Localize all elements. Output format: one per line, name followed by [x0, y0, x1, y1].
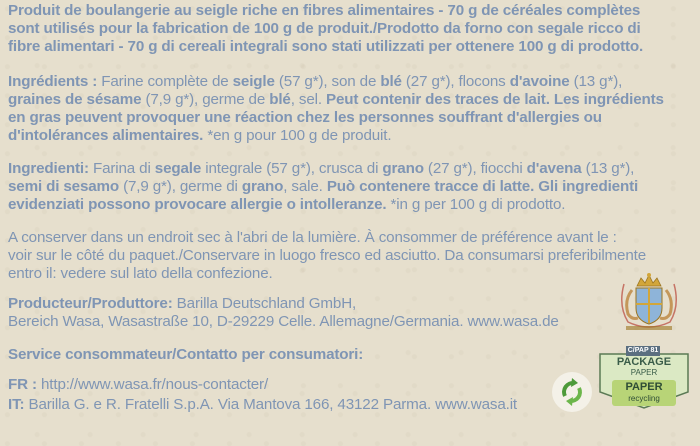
storage-line-1: A conserver dans un endroit sec à l'abri de la lumière. À consommer de préférence avant le :: [8, 229, 617, 246]
fr-ing-line-2: [8, 91, 664, 109]
intro-line-1: Produit de boulangerie au seigle riche en fibres alimentaires - 70 g de céréales complètes: [8, 2, 641, 19]
product-description: [8, 2, 643, 56]
storage-info: [8, 229, 646, 283]
it-text: (27 g*), fiocchi: [423, 160, 527, 177]
fr-ing-label: Ingrédients :: [8, 73, 98, 90]
fr-text: (7,9 g*), germe de: [141, 91, 270, 108]
recycling-arrows-icon: [552, 372, 592, 412]
storage-line-3: entro il: vedere sul lato della confezione.: [8, 265, 273, 282]
it-allergy-warning: Può contenere tracce di latte. Gli ingredienti: [326, 178, 639, 195]
intro-line-2: sont utilisés pour la fabrication de 100 g de produit./Prodotto da forno con segale ricco di: [8, 20, 641, 37]
package-code: C/PAP 81: [627, 347, 659, 354]
fr-ing-line-1: [8, 73, 664, 91]
link-it-line: [8, 396, 517, 414]
fr-allergy-warning-end: d'intolérances alimentaires.: [8, 127, 204, 144]
fr-label: FR :: [8, 376, 37, 393]
package-title: PACKAGE: [616, 356, 672, 368]
producer-line-2: Bereich Wasa, Wasastraße 10, D-29229 Celle. Allemagne/Germania. www.wasa.de: [8, 313, 559, 330]
allergen-sesamo: semi di sesamo: [8, 178, 120, 195]
package-subtitle: PAPER: [630, 368, 658, 377]
allergen-sesame: graines de sésame: [8, 91, 142, 108]
it-allergy-warning-end: evidenziati possono provocare allergie o intolleranze.: [8, 196, 387, 213]
contact-links: [8, 376, 517, 414]
it-ing-label: Ingredienti:: [8, 160, 89, 177]
it-per-100g-note: *in g per 100 g di prodotto.: [386, 196, 566, 213]
allergen-avoine: d'avoine: [509, 73, 570, 90]
allergen-segale: segale: [154, 160, 202, 177]
it-ing-line-1: [8, 160, 638, 178]
it-text: Farina di: [88, 160, 155, 177]
recycling-circle: [552, 372, 592, 412]
fr-contact-url: http://www.wasa.fr/nous-contacter/: [36, 376, 269, 393]
ingredients-it: [8, 160, 638, 214]
link-fr-line: [8, 376, 517, 394]
fr-text: (27 g*), flocons: [401, 73, 510, 90]
fr-ing-line-4: [8, 127, 664, 145]
it-contact-text: Barilla G. e R. Fratelli S.p.A. Via Mantova 166, 43122 Parma. www.wasa.it: [24, 396, 517, 413]
allergen-seigle: seigle: [232, 73, 275, 90]
fr-text: , sel.: [290, 91, 322, 108]
allergen-ble: blé: [380, 73, 402, 90]
it-ing-line-3: [8, 196, 638, 214]
allergen-avena: d'avena: [526, 160, 582, 177]
fr-text: (13 g*),: [569, 73, 623, 90]
it-text: integrale (57 g*), crusca di: [201, 160, 383, 177]
fr-allergy-warning: Peut contenir des traces de lait. Les ingrédients: [321, 91, 664, 108]
ingredients-fr: [8, 73, 664, 145]
fr-ing-line-3: en gras peuvent provoquer une réaction chez les personnes souffrant d'allergies ou: [8, 109, 602, 126]
producer-label: Producteur/Produttore:: [8, 295, 173, 312]
storage-line-2: voir sur le côté du paquet./Conservare in luogo fresco ed asciutto. Da consumarsi preferibilmente: [8, 247, 647, 264]
it-text: , sale.: [283, 178, 327, 195]
fr-per-100g-note: *en g pour 100 g de produit.: [203, 127, 392, 144]
producer-info: [8, 295, 559, 331]
recycling-label: recycling: [628, 394, 660, 403]
fr-text: (57 g*), son de: [274, 73, 381, 90]
allergen-ble: blé: [269, 91, 291, 108]
fr-text: Farine complète de: [97, 73, 233, 90]
it-ing-line-2: [8, 178, 638, 196]
intro-line-3: fibre alimentari - 70 g di cereali integrali sono stati utilizzati per ottenere 100 g di prodotto.: [8, 38, 644, 55]
it-text: (13 g*),: [581, 160, 635, 177]
producer-name: Barilla Deutschland GmbH,: [172, 295, 357, 312]
allergen-grano: grano: [382, 160, 424, 177]
producer-line-1: [8, 295, 559, 313]
consumer-service-heading: Service consommateur/Contatto per consumatori:: [8, 346, 364, 363]
it-text: (7,9 g*), germe di: [119, 178, 242, 195]
royal-warrant-seal-icon: [610, 266, 688, 336]
allergen-grano: grano: [241, 178, 284, 195]
it-label: IT:: [8, 396, 25, 413]
paper-label: PAPER: [625, 381, 663, 393]
